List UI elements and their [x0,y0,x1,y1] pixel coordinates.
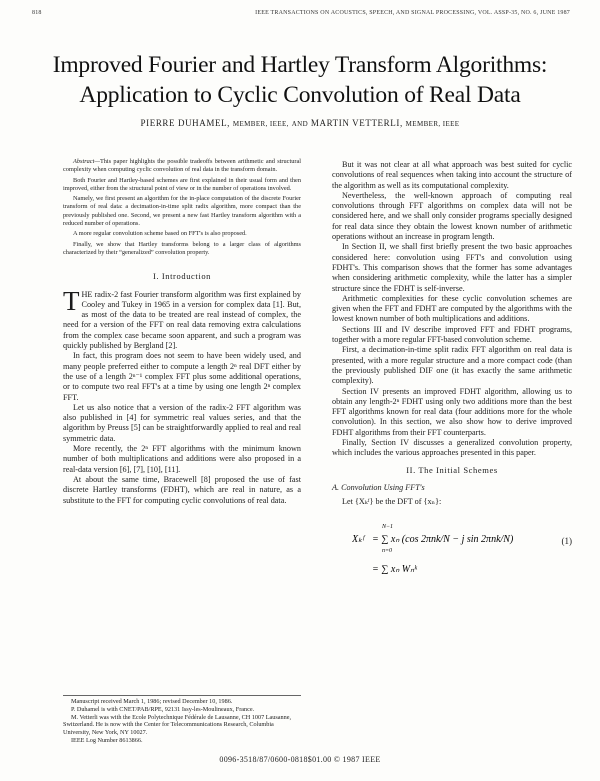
author-line [0,118,600,128]
intro-p4: More recently, the 2ⁿ FFT algorithms with the minimum known number of both multiplications and additions were also proposed in a real-data version [6], [7], [10], [11]. [63,444,301,474]
title-line-2: Application to Cyclic Convolution of Real Data [79,82,521,108]
intro-heading: I. Introduction [152,271,212,282]
left-column [63,158,301,506]
eq-second-line: = ∑ xₙ Wₙᵏ [372,563,417,575]
copyright-line: 0096-3518/87/0600-0818$01.00 © 1987 IEEE [219,755,381,764]
author-2: MARTIN VETTERLI, [310,118,403,128]
right-p6: First, a decimation-in-time split radix FFT algorithm on real data is presented, with a more regular structure and a more compact code (than the previously published DIF one (it has exactly the same arithmetic complexity). [332,345,572,386]
intro-p1: THE radix-2 fast Fourier transform algorithm was first explained by Cooley and Tukey in 1965 in a version for complex data [1]. But, as most of the data to be treated are real instead of complex, the need for a version of the FFT on real data removing extra calculations from the complex case became soon apparent, and such a program was quickly published by Bergland [2]. [63,285,301,351]
eq-lhs: Xₖᶠ [352,533,365,545]
dft-definition: Let {Xₖᶠ} be the DFT of {xₙ}: [342,497,442,507]
journal-header: IEEE TRANSACTIONS ON ACOUSTICS, SPEECH, AND SIGNAL PROCESSING, VOL. ASSP-35, NO. 6, JUNE 1987 [255,10,570,16]
dft-formula-graphic [352,512,542,582]
right-p5: Sections III and IV describe improved FFT and FDHT programs, together with a more regular FFT-based convolution scheme. [332,324,572,345]
intro-p3: Let us also notice that a version of the radix-2 FFT algorithm was also published in [4] for symmetric real values series, and that the algorithm by Preuss [5] can be straightforwardly applied to real and real symmetric data. [63,402,301,443]
drop-cap: T [63,285,80,316]
section-2-heading: II. The Initial Schemes [406,464,498,475]
right-p1: But it was not clear at all what approach was best suited for cyclic convolutions of real sequences when taking into account the structure of the algorithm as well as its computational complexity. [332,160,572,190]
title-line-1: Improved Fourier and Hartley Transform Algorithms: [52,52,548,78]
abstract-p2: Both Fourier and Hartley-based schemes are first explained in their usual form and then improved, either from the structural point of view or in the number of operations involved. [63,176,301,192]
right-p7: Section IV presents an improved FDHT algorithm, allowing us to obtain any length-2ⁿ FDHT using only two additions more than the best FFT algorithms known for real data (four additions more for the whole convolution). In this section, we also show how to derive improved FDHT algorithms from their FFT counterparts. [332,386,572,437]
abstract-p1: Abstract—This paper highlights the possible tradeoffs between arithmetic and structural complexity when computing cyclic convolution of real data in the transform domain. [63,158,301,174]
author-and: AND [291,120,309,128]
right-p4: Arithmetic complexities for these cyclic convolution schemes are given when the FFT and FDHT are computed by the algorithms with the lowest known number of both multiplications and additions. [332,293,572,324]
footnote-4: IEEE Log Number 8613866. [71,736,143,744]
right-p2: Nevertheless, the well-known approach of computing real convolutions through FFT algorithms on complex data will not be considered here, and we shall only consider programs specially designed for real data since they obtain the lowest known number of arithmetic operations without an increase in program length. [332,190,572,242]
author-1: PIERRE DUHAMEL, [140,118,231,128]
eq-body: = ∑ xₙ (cos 2πnk/N − j sin 2πnk/N) [372,533,514,545]
footnotes [63,695,301,745]
footnote-2: P. Duhamel is with CNET/PAB/RPE, 92131 Issy-les-Moulineaux, France. [71,705,255,713]
right-p3: In Section II, we shall first briefly present the two basic approaches considered here: convolution using FFT's and convolution using FDHT's. This comparison shows that the former has some advantages when considering arithmetic complexity, while the latter has a simpler structure since the FDHT is self-inverse. [332,242,572,293]
footnote-3: M. Vetterli was with the Ecole Polytechnique Fédérale de Lausanne, CH 1007 Lausanne, Switzerland. He is now with the Center for Telecommunications Research, Columbia University, New York, NY 10027. [63,713,291,737]
author-1-role: MEMBER, IEEE, [232,120,289,128]
subsection-a-heading: A. Convolution Using FFT's [332,482,425,492]
abstract-p4: A more regular convolution scheme based on FFT's is also proposed. [73,230,247,238]
footnote-1: Manuscript received March 1, 1986; revised December 10, 1986. [71,698,233,705]
abstract-lead: Abstract— [73,158,100,165]
eq-sum-upper: N−1 [382,523,394,530]
equation-1 [332,512,572,582]
running-header [32,10,570,16]
paper-title [0,50,600,110]
abstract-p5: Finally, we show that Hartley transforms belong to a larger class of algorithms characterized by their “generalized” convolution property. [63,240,301,256]
eq-sum-lower: n=0 [382,547,393,554]
author-2-role: MEMBER, IEEE [405,120,460,128]
equation-number: (1) [561,535,572,546]
right-p8: Finally, Section IV discusses a generalized convolution property, which includes the various approaches presented in this paper. [332,438,572,458]
abstract [63,158,301,257]
abstract-p3: Namely, we first present an algorithm for the in-place computation of the discrete Fourier transform of real data: a decimation-in-time split radix algorithm, more compact than the previously published one. Second, we present a new fast Hartley transform algorithm with a reduced number of operations. [63,195,301,228]
right-column [332,160,572,586]
intro-p5: At about the same time, Bracewell [8] proposed the use of fast discrete Hartley transforms (FDHT), which are real in nature, as a substitute to the FFT for computing cyclic convolutions of real data. [63,474,301,505]
page-number: 818 [32,10,42,16]
intro-p2: In fact, this program does not seem to have been widely used, and many people preferred either to compute a length 2ⁿ real DFT either by the use of a length 2ⁿ⁻¹ complex FFT plus some additional operations, or to compute two real FFT's at a time by using one length 2ⁿ complex FFT. [63,351,301,402]
